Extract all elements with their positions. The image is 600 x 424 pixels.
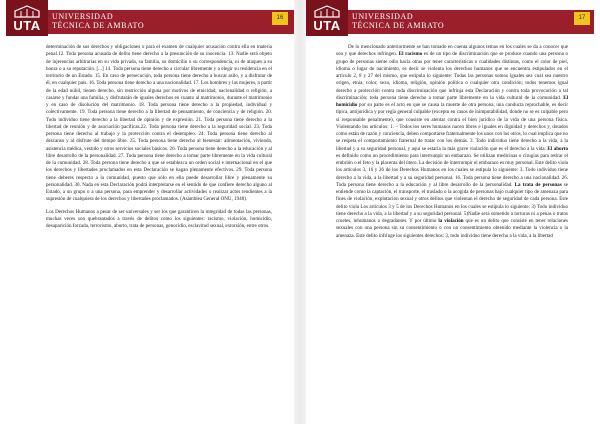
text-run: se entiende como la captación, el transporte, el traslado o la acogida de personas bajo cualquier tipo de amenaza para fines de violación, explotación sexual y otros delitos que violentan el derecho de seguridad de cada persona. Este delito viola Los artículos 3 y 5 de los Derechos Humanos en los cuales se estipula lo siguiente: 3) Todo individuo tiene derecho a la vida, a la libertad y a su seguridad personal. 5)Nadie será sometido a torturas ni a penas o tratos crueles, inhumanos o degradantes. Y por último bbox=[336, 181, 568, 224]
paragraph bbox=[46, 44, 272, 204]
text-run: es definido como un procedimiento para interrumpir un embarazo. Se utilizan medicinas o cirugías para retirar el embrión o el feto y la placenta del útero. La decisión de interrumpir el embarazo es muy personal. Este delito viola los artículos 3, 16 y 26 de los Derechos Humanos en los cuales se estipula lo siguiente: 3. Todo individuo tiene derecho a la vida, a la libertad y a su seguridad personal. 16. Toda persona tiene derecho a una nacionalidad. 26. Toda persona tiene derecho a la educación y al libre desarrollo de la personalidad. bbox=[336, 152, 568, 188]
page-header bbox=[306, 0, 594, 36]
paragraph bbox=[336, 44, 568, 240]
header-banner bbox=[306, 10, 594, 34]
university-name-line2: TÉCNICA DE AMBATO bbox=[52, 21, 145, 30]
crest-icon bbox=[312, 5, 342, 18]
text-run: determinación de sus derechos y obligaciones o para el examen de cualquier acusación contra ella en materia penal.12. Toda persona acusada de delito tiene derecho a la presunción de su inocencia. 13. Nadie será objeto de injerencias arbitrarias en su vida privada, su familia, su domicilio o su correspondencia, ni de ataques a su honra o a su reputación. [...] 14. Toda persona tiene derecho a circular libremente y a elegir su residencia en el territorio de un Estado. 15. En caso de persecución, toda persona tiene derecho a buscar asilo, y a disfrutar de él, en cualquier país. 16. Toda persona tiene derecho a una nacionalidad. 17. Los hombres y las mujeres, a partir de la edad núbil, tienen derecho, sin restricción alguna por motivos de etnicidad, nacionalidad o religión, a casarse y fundar una familia, y disfrutarán de iguales derechos en cuanto al matrimonio, durante el matrimonio y en caso de disolución del matrimonio. 18. Toda persona tiene derecho a la propiedad, individual y colectivamente. 19. Toda persona tiene derecho a la libertad de pensamiento, de conciencia y de religión. 20. Todo individuo tiene derecho a la libertad de opinión y de expresión. 21. Toda persona tiene derecho a la libertad de reunión y de asociación pacíficas.22. Toda persona tiene derecho a la seguridad social. 23. Toda persona tiene derecho al trabajo y la protección contra el desempleo. 24. Toda persona tiene derecho al descanso y al disfrute del tiempo libre. 25. Toda persona tiene derecho al bienestar: alimentación, vivienda, asistencia médica, vestido y otros servicios sociales básicos. 26. Toda persona tiene derecho a la educación y al libre desarrollo de la personalidad. 27. Toda persona tiene derecho a tomar parte libremente en la vida cultural de la comunidad. 28. Toda persona tiene derecho a que se establezca un orden social e internacional en el que los derechos y libertades proclamados en esta Declaración se hagan plenamente efectivos. 29. Toda persona tiene deberes respecto a la comunidad, puesto que sólo en ella puede desarrollar libre y plenamente su personalidad. 30. Nada en esta Declaración podrá interpretarse en el sentido de que confiere derecho alguno al Estado, a un grupo o a una persona, para emprender y desarrollar actividades o realizar actos tendientes a la supresión de cualquiera de los derechos y libertades proclamados. (Asamblea General ONU, 1948). bbox=[46, 44, 272, 203]
logo-text: UTA bbox=[13, 18, 41, 33]
text-run: De lo mencionado anteriormente se han tomado en cuenta algunos temas en los cuales se da a conocer que son y que derechos infringen. bbox=[336, 44, 568, 58]
bold-term: El homicidio bbox=[336, 94, 568, 108]
logo-text: UTA bbox=[313, 18, 341, 33]
university-name bbox=[352, 12, 444, 30]
book-gutter bbox=[294, 0, 306, 424]
bold-term: La trata de personas bbox=[514, 181, 562, 188]
page-body-text bbox=[46, 44, 272, 230]
university-logo bbox=[6, 0, 48, 36]
page-number: 17 bbox=[574, 12, 590, 25]
bold-term: la violación bbox=[438, 218, 464, 224]
text-run: es de un tipo de discriminación que se produce cuando una persona o grupo de personas siente odio hacia otras por tener características o cualidades distintas, como el color de piel, idioma o lugar de nacimiento, es decir se violenta los derechos humanos que se encuentra estipulados en el artículo 2, 8 y 27 del mismo, que estipula lo siguiente: Todas las personas somos iguales sea cual sea nuestro origen, etnia, color, sexo, idioma, religión, opinión política o cualquier otra condición; todos tenemos igual derecho a protección contra toda discriminación que infrinja esta Declaración y contra toda provocación a tal discriminación; toda persona tiene derecho a tomar parte libremente en la vida cultural de la comunidad. bbox=[336, 51, 568, 101]
page-number: 16 bbox=[272, 12, 288, 25]
page-body-text bbox=[336, 44, 568, 240]
text-run: Los Derechos Humanos a pesar de ser universales y ser los que garanticen la integridad de todas las personas, muchas veces son quebrantados a través de delitos como los siguientes: racismo, violación, homicidio, desaparición forzada, terrorismo, aborto, trata de personas, genocidio, esclavitud sexual, extorsión, entre otros. bbox=[46, 208, 272, 229]
header-banner bbox=[6, 10, 294, 34]
university-name bbox=[52, 12, 144, 30]
bold-term: El racismo bbox=[398, 51, 423, 58]
text-run: que es un delito que consiste en tener relaciones sexuales con una persona sin su consentimiento o con un consentimiento obtenido mediante la violencia o la amenaza. Este delito infringe los siguientes derechos: 3, todo individuo tiene derecho a la vida, a la libertad bbox=[336, 218, 568, 239]
page-header bbox=[6, 0, 294, 36]
bold-term: El aborto bbox=[547, 145, 568, 152]
left-page bbox=[6, 0, 294, 424]
text-run: por su parte es el acto en que se causa la muerte de otra persona, una conducta reprochable, es decir típica, antijurídica y por regla general culpable (excepto en casos de inimputabilidad, donde no se es culpable pero sí responsable penalmente), que consiste en atentar contra el bien jurídico de la vida de una persona física. Violentando los artículos: 1. – Todos los seres humanos nacen libres e iguales en dignidad y derechos y, dotados como están de razón y conciencia, deben comportarse fraternalmente los unos con los otros, lo cual implica que no se respeta el comportamiento fraternal de tratar con los demás. 3. Todo individuo tiene derecho a la vida, a la libertad y a su seguridad personal, y aquí se estaría la más grave violación que es el derecho a la vida. bbox=[336, 102, 568, 152]
crest-icon bbox=[12, 5, 42, 18]
right-page bbox=[306, 0, 594, 424]
university-name-line1: UNIVERSIDAD bbox=[352, 12, 414, 21]
university-name-line2: TÉCNICA DE AMBATO bbox=[352, 21, 445, 30]
university-logo bbox=[306, 0, 348, 36]
university-name-line1: UNIVERSIDAD bbox=[52, 12, 114, 21]
paragraph bbox=[46, 209, 272, 231]
